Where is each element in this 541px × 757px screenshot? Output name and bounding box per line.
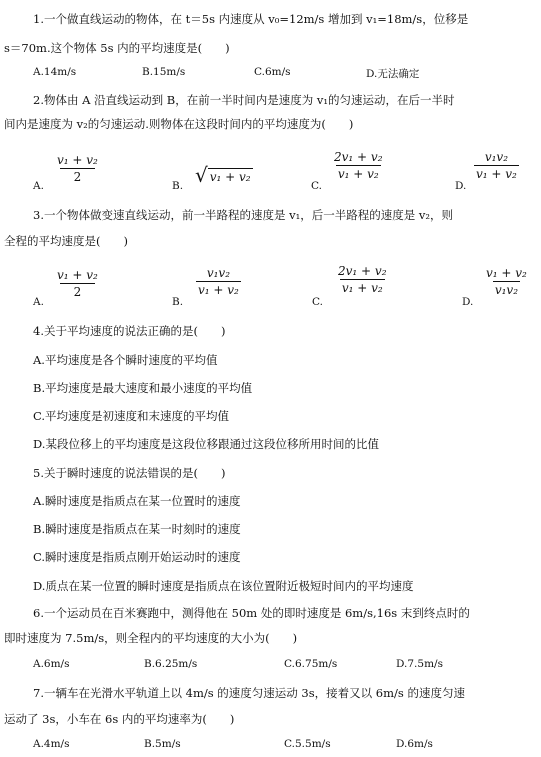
q7-option-c: C.5.5m/s: [284, 738, 331, 750]
q7-stem-line2: 运动了 3s，小车在 6s 内的平均速率为( ): [4, 712, 235, 726]
q5-stem: 5.关于瞬时速度的说法错误的是( ): [33, 466, 226, 480]
q2-d-numerator: v₁v₂: [484, 150, 509, 164]
q2-a-denominator: 2: [60, 168, 96, 184]
q1-option-b: B.15m/s: [142, 66, 186, 78]
q2-d-denominator: v₁ + v₂: [476, 167, 517, 181]
q3-option-d-label: D.: [462, 296, 474, 308]
q1-option-d: D.无法确定: [366, 68, 420, 80]
q2-c-denominator: v₁ + v₂: [337, 167, 379, 181]
q5-option-c: C.瞬时速度是指质点刚开始运动时的速度: [33, 550, 241, 564]
q3-a-numerator: v₁ + v₂: [57, 268, 98, 282]
q3-d-denominator: v₁v₂: [494, 283, 519, 297]
q3-option-a-label: A.: [33, 296, 44, 308]
q3-option-c-label: C.: [312, 296, 323, 308]
q5-option-b: B.瞬时速度是指质点在某一时刻时的速度: [33, 522, 241, 536]
q3-option-d-fraction: [484, 266, 529, 297]
q2-option-c-label: C.: [311, 180, 322, 192]
q6-option-d: D.7.5m/s: [396, 658, 443, 670]
q3-c-denominator: v₁ + v₂: [341, 281, 383, 295]
q2-stem-line2: 间内是速度为 v₂的匀速运动.则物体在这段时间内的平均速度为( ): [4, 117, 354, 131]
q3-b-denominator: v₁ + v₂: [198, 283, 239, 297]
q4-stem: 4.关于平均速度的说法正确的是( ): [33, 324, 226, 338]
q5-option-d: D.质点在某一位置的瞬时速度是指质点在该位置附近极短时间内的平均速度: [33, 579, 414, 593]
q4-option-c: C.平均速度是初速度和末速度的平均值: [33, 409, 230, 423]
q7-option-a: A.4m/s: [33, 738, 70, 750]
q7-option-b: B.5m/s: [144, 738, 181, 750]
q4-option-d: D.某段位移上的平均速度是这段位移跟通过这段位移所用时间的比值: [33, 437, 379, 451]
q3-option-c-fraction: [336, 264, 389, 295]
q3-a-denominator: 2: [60, 283, 96, 299]
q2-option-d-label: D.: [455, 180, 467, 192]
q3-stem-line2: 全程的平均速度是( ): [4, 234, 128, 248]
q3-stem-line1: 3.一个物体做变速直线运动，前一半路程的速度是 v₁，后一半路程的速度是 v₂，则: [33, 208, 453, 222]
q1-option-a: A.14m/s: [33, 66, 77, 78]
q2-option-b-sqrt: [195, 163, 253, 187]
sqrt-icon: √: [195, 163, 208, 187]
q2-option-a-fraction: [55, 153, 100, 184]
q2-stem-line1: 2.物体由 A 沿直线运动到 B，在前一半时间内是速度为 v₁的匀速运动，在后一半时: [33, 93, 455, 107]
q3-b-numerator: v₁v₂: [206, 266, 231, 280]
q6-stem-line1: 6.一个运动员在百米赛跑中，测得他在 50m 处的即时速度是 6m/s,16s 末到终点时的: [33, 606, 470, 620]
q3-d-numerator: v₁ + v₂: [486, 266, 527, 280]
q3-option-a-fraction: [55, 268, 100, 299]
q2-option-b-label: B.: [172, 180, 184, 192]
q2-option-a-label: A.: [33, 180, 44, 192]
q6-stem-line2: 即时速度为 7.5m/s，则全程内的平均速度的大小为( ): [4, 631, 298, 645]
q2-option-c-fraction: [332, 150, 385, 181]
q6-option-c: C.6.75m/s: [284, 658, 338, 670]
q2-c-numerator: 2v₁ + v₂: [334, 150, 383, 164]
q6-option-b: B.6.25m/s: [144, 658, 198, 670]
q4-option-b: B.平均速度是最大速度和最小速度的平均值: [33, 381, 253, 395]
q3-c-numerator: 2v₁ + v₂: [338, 264, 387, 278]
q5-option-a: A.瞬时速度是指质点在某一位置时的速度: [33, 494, 241, 508]
q7-stem-line1: 7.一辆车在光滑水平轨道上以 4m/s 的速度匀速运动 3s，接着又以 6m/s 的速度匀速: [33, 686, 465, 700]
q1-stem-line2: s＝70m.这个物体 5s 内的平均速度是( ): [4, 41, 230, 55]
q7-option-d: D.6m/s: [396, 738, 433, 750]
q2-option-d-fraction: [474, 150, 519, 181]
q1-stem-line1: 1.一个做直线运动的物体，在 t＝5s 内速度从 v₀=12m/s 增加到 v₁=18m/s，位移是: [33, 12, 469, 26]
q6-option-a: A.6m/s: [33, 658, 70, 670]
q3-option-b-label: B.: [172, 296, 184, 308]
q4-option-a: A.平均速度是各个瞬时速度的平均值: [33, 353, 218, 367]
q1-option-c: C.6m/s: [254, 66, 291, 78]
q2-a-numerator: v₁ + v₂: [57, 153, 98, 167]
q3-option-b-fraction: [196, 266, 241, 297]
q2-b-radicand: v₁ + v₂: [209, 170, 251, 184]
